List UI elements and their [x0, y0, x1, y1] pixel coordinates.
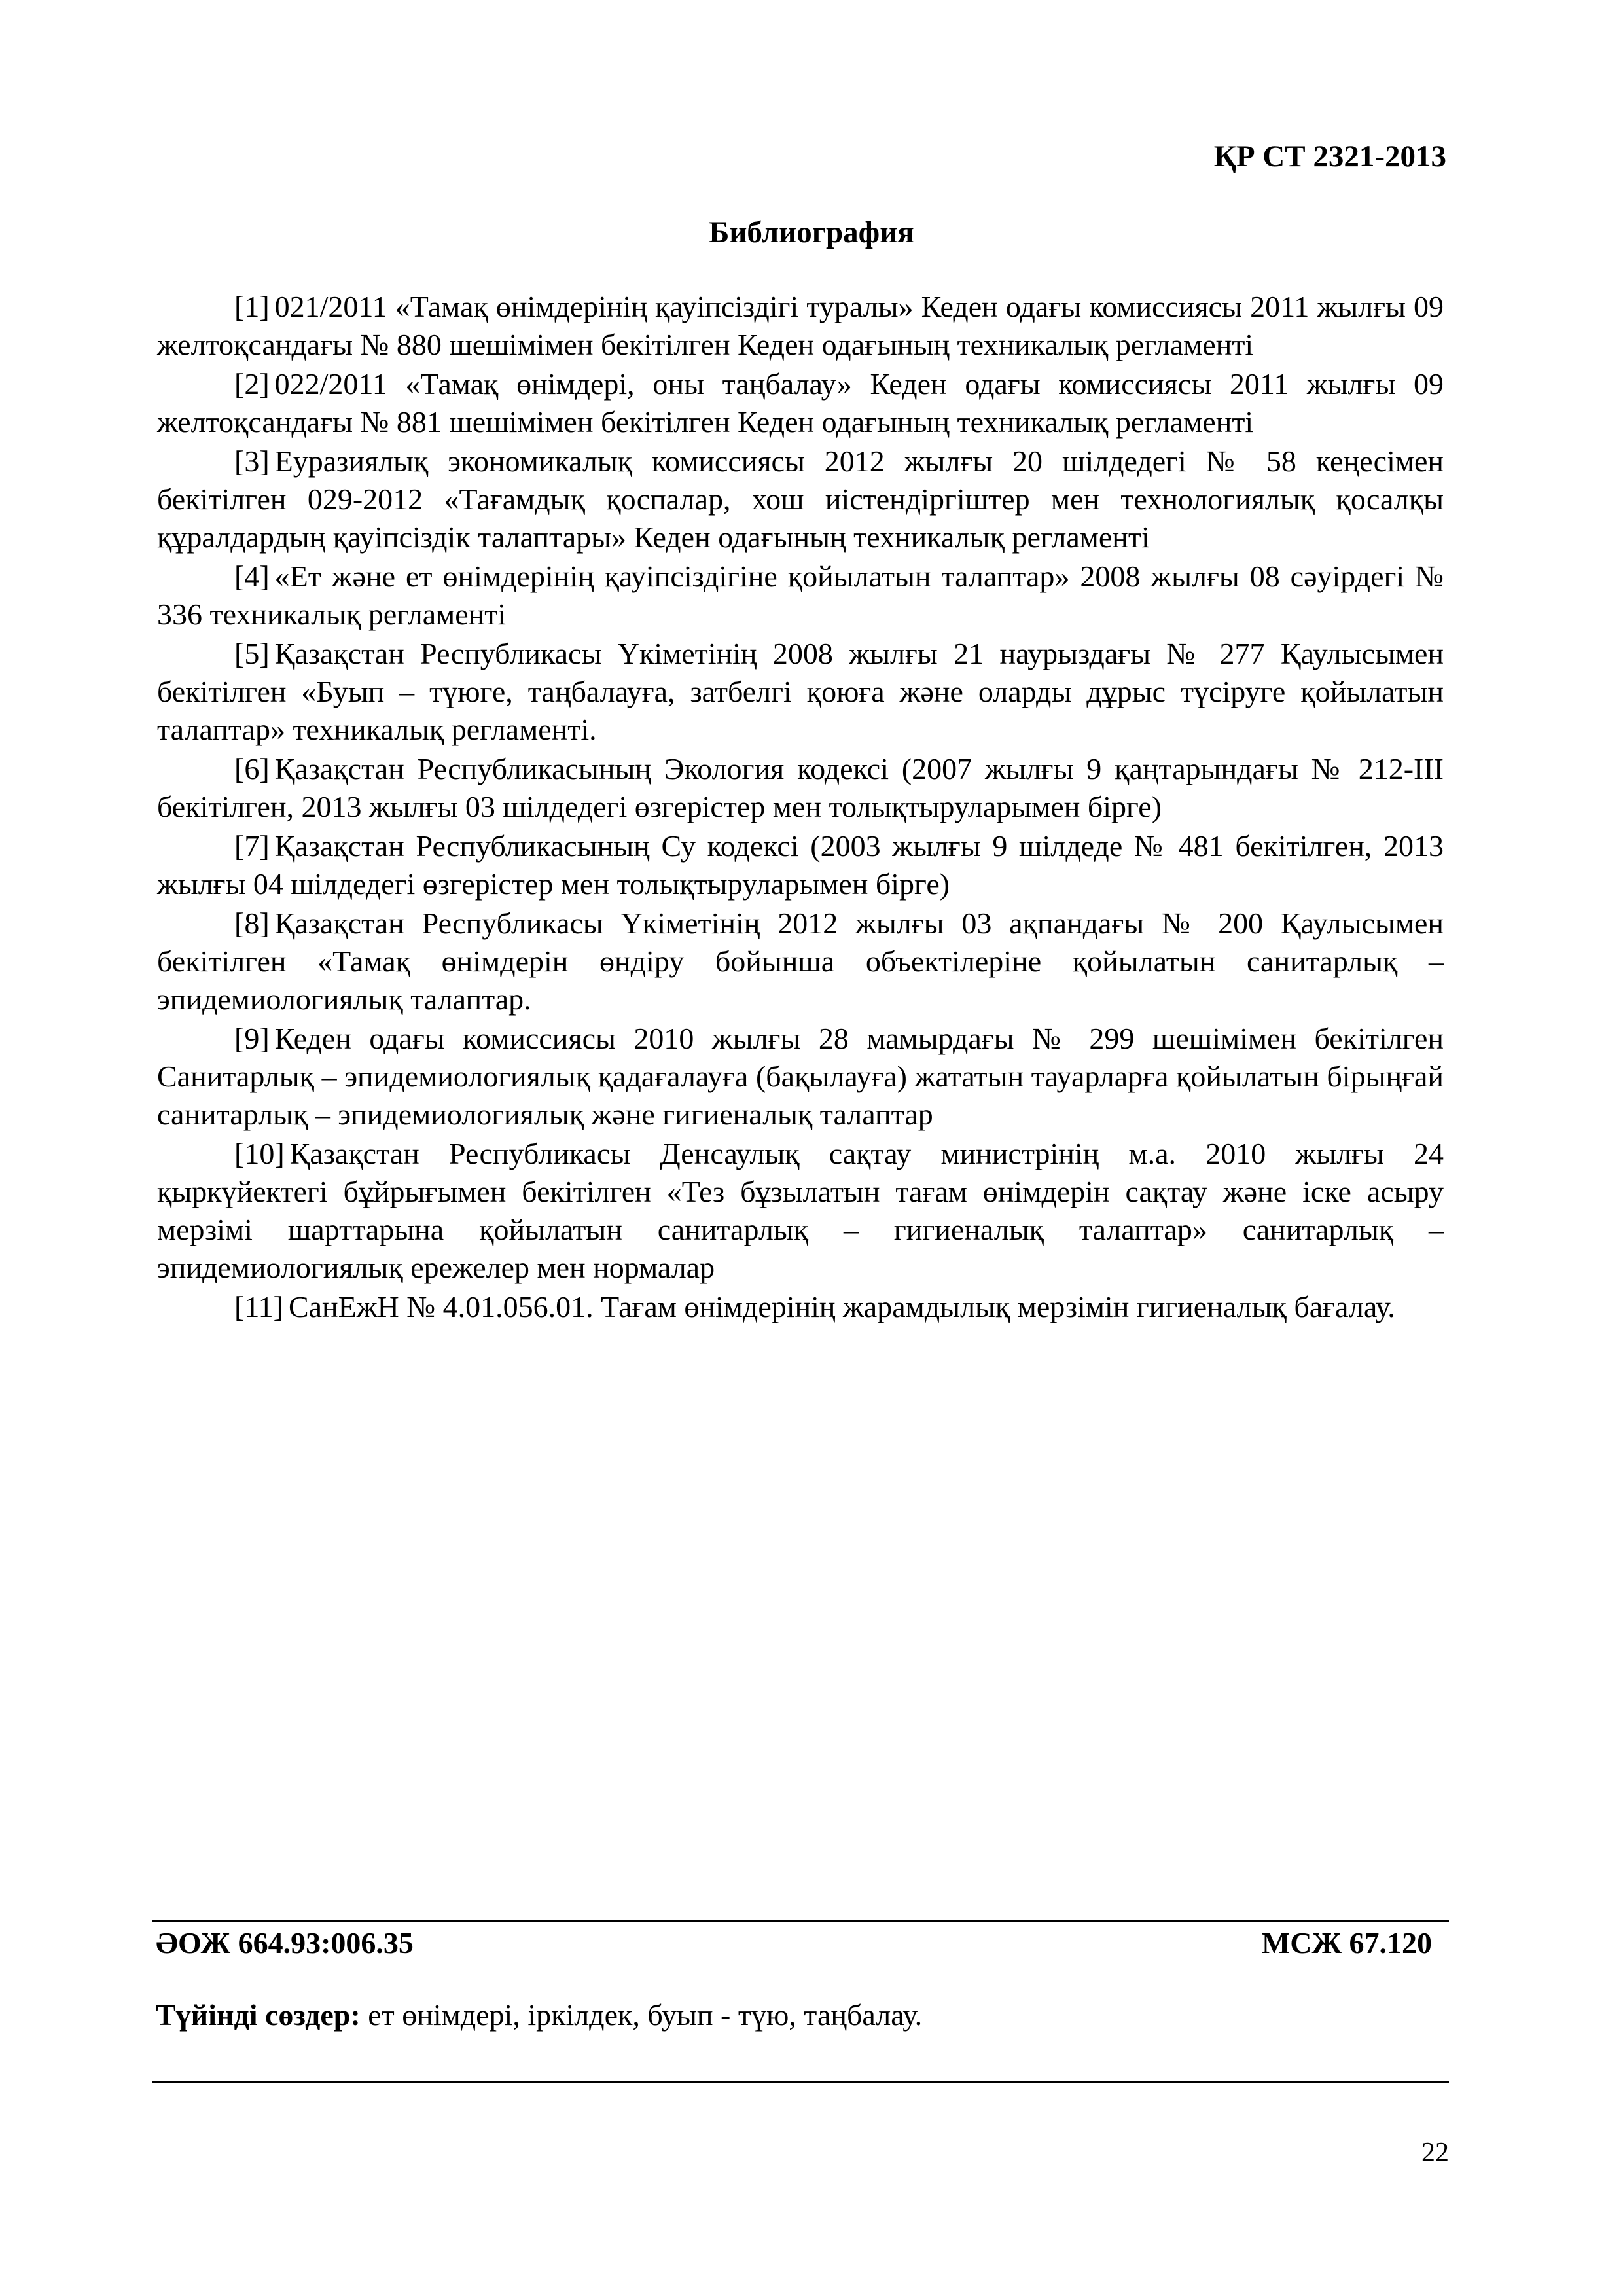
entry-number: [1] — [234, 290, 270, 323]
bibliography-title: Библиография — [709, 215, 914, 249]
bibliography-entry-10 — [157, 1135, 1444, 1287]
keywords-line — [156, 1998, 922, 2032]
entry-text: Қазақстан Республикасының Су кодексі (2003 жылғы 9 шілдеде № 481 бекітілген, 2013 жылғы 04 шілдедегі өзгерістер мен толықтыруларымен бірге) — [157, 829, 1444, 901]
bibliography-entry-1 — [157, 288, 1444, 364]
entry-number: [2] — [234, 367, 270, 401]
entry-number: [5] — [234, 637, 270, 670]
entry-number: [6] — [234, 752, 270, 785]
standard-code: ҚР СТ 2321-2013 — [1213, 139, 1446, 173]
bibliography-list — [157, 288, 1444, 1327]
bibliography-entry-9 — [157, 1020, 1444, 1134]
footer-bottom-divider — [152, 2081, 1449, 2083]
bibliography-entry-4 — [157, 558, 1444, 634]
entry-number: [4] — [234, 560, 270, 593]
entry-text: «Ет және ет өнімдерінің қауіпсіздігіне қойылатын талаптар» 2008 жылғы 08 сәуірдегі № 336 техникалық регламенті — [157, 560, 1444, 631]
entry-number: [9] — [234, 1022, 270, 1055]
entry-text: Қазақстан Республикасы Үкіметінің 2008 жылғы 21 наурыздағы № 277 Қаулысымен бекітілген «Буып – түюге, таңбалауға, затбелгі қоюға және оларды дұрыс түсіруге қойылатын талаптар» техникалық регламенті. — [157, 637, 1444, 746]
entry-text: Еуразиялық экономикалық комиссиясы 2012 жылғы 20 шілдедегі № 58 кеңесімен бекітілген 029-2012 «Тағамдық қоспалар, хош иістендіргіштер мен технологиялық қосалқы құралдардың қауіпсіздік талаптары» Кеден одағының техникалық регламенті — [157, 444, 1444, 554]
keywords-text: ет өнімдері, іркілдек, буып - түю, таңбалау. — [360, 1998, 923, 2032]
keywords-label: Түйінді сөздер: — [156, 1998, 361, 2032]
entry-text: 022/2011 «Тамақ өнімдері, оны таңбалау» Кеден одағы комиссиясы 2011 жылғы 09 желтоқсандағы № 881 шешімімен бекітілген Кеден одағының техникалық регламенті — [157, 367, 1444, 439]
bibliography-entry-3 — [157, 442, 1444, 556]
page-number: 22 — [1421, 2138, 1449, 2168]
bibliography-entry-7 — [157, 827, 1444, 903]
udc-code: ӘОЖ 664.93:006.35 — [156, 1926, 414, 1960]
entry-text: Қазақстан Республикасы Денсаулық сақтау министрінің м.а. 2010 жылғы 24 қыркүйектегі бұйрығымен бекітілген «Тез бұзылатын тағам өнімдерін сақтау және іске асыру мерзімі шарттарына қойылатын санитарлық – гигиеналық талаптар» санитарлық – эпидемиологиялық ережелер мен нормалар — [157, 1137, 1444, 1284]
mcs-code: МСЖ 67.120 — [1261, 1926, 1432, 1960]
entry-number: [8] — [234, 906, 270, 940]
bibliography-entry-8 — [157, 905, 1444, 1018]
entry-number: [7] — [234, 829, 270, 863]
bibliography-entry-11 — [157, 1288, 1444, 1326]
entry-number: [10] — [234, 1137, 285, 1170]
entry-text: Кеден одағы комиссиясы 2010 жылғы 28 мамырдағы № 299 шешімімен бекітілген Санитарлық – эпидемиологиялық қадағалауға (бақылауға) жататын тауарларға қойылатын бірыңғай санитарлық – эпидемиологиялық және гигиеналық талаптар — [157, 1022, 1444, 1131]
entry-text: Қазақстан Республикасының Экология кодексі (2007 жылғы 9 қаңтарындағы № 212-ІІІ бекітілген, 2013 жылғы 03 шілдедегі өзгерістер мен толықтыруларымен бірге) — [157, 752, 1444, 823]
entry-number: [11] — [234, 1290, 283, 1323]
entry-text: 021/2011 «Тамақ өнімдерінің қауіпсіздігі туралы» Кеден одағы комиссиясы 2011 жылғы 09 желтоқсандағы № 880 шешімімен бекітілген Кеден одағының техникалық регламенті — [157, 290, 1444, 361]
entry-number: [3] — [234, 444, 270, 478]
bibliography-entry-6 — [157, 750, 1444, 826]
bibliography-entry-2 — [157, 365, 1444, 441]
bibliography-entry-5 — [157, 635, 1444, 749]
entry-text: Қазақстан Республикасы Үкіметінің 2012 жылғы 03 ақпандағы № 200 Қаулысымен бекітілген «Тамақ өнімдерін өндіру бойынша объектілеріне қойылатын санитарлық – эпидемиологиялық талаптар. — [157, 906, 1444, 1016]
entry-text: СанЕжН № 4.01.056.01. Тағам өнімдерінің жарамдылық мерзімін гигиеналық бағалау. — [288, 1290, 1395, 1323]
footer-top-divider — [152, 1920, 1449, 1922]
